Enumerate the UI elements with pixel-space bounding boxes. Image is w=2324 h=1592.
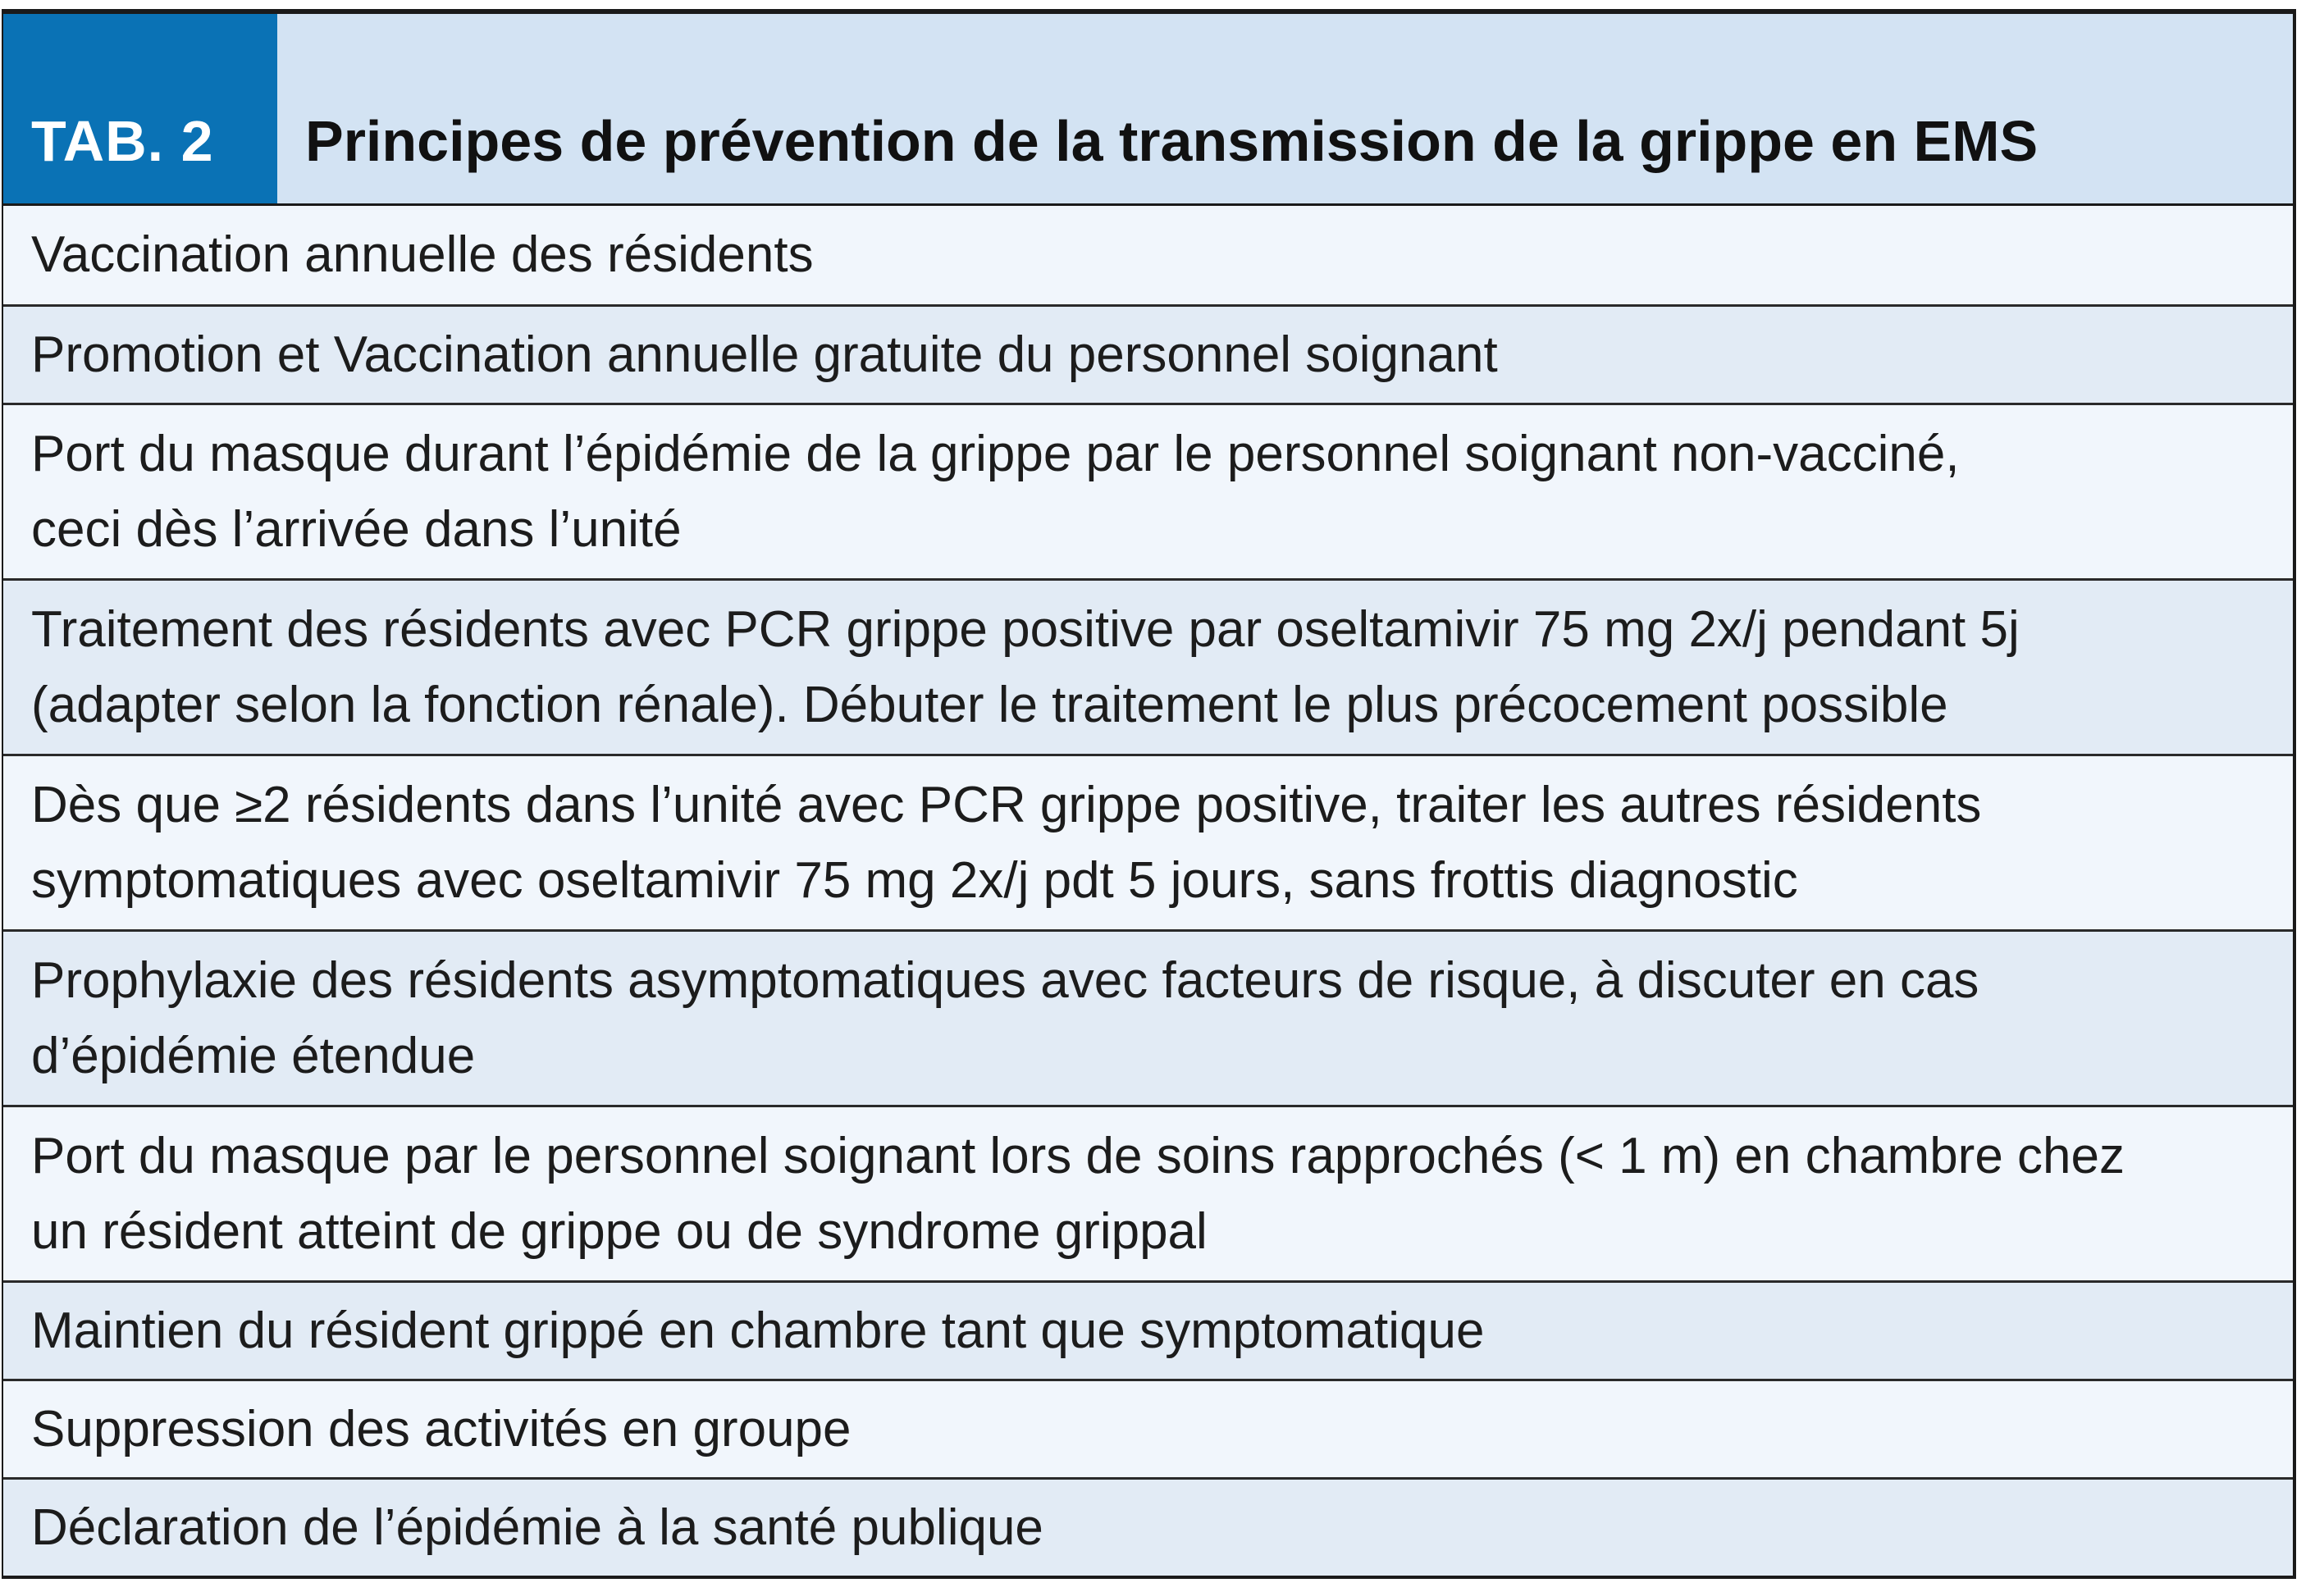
row-text: Traitement des résidents avec PCR grippe positive par oseltamivir 75 mg 2x/j pendant 5j (adapter selon la fonction rénale). Débuter le traitement le plus précocement possible [31, 600, 2020, 733]
table-title: Principes de prévention de la transmission de la grippe en EMS [277, 14, 2293, 203]
table-row [3, 754, 2293, 929]
prevention-table [2, 9, 2296, 1579]
table-row [3, 1280, 2293, 1379]
row-text: Dès que ≥2 résidents dans l’unité avec PCR grippe positive, traiter les autres résidents symptomatiques avec oseltamivir 75 mg 2x/j pdt 5 jours, sans frottis diagnostic [31, 776, 1982, 909]
table-row [3, 304, 2293, 403]
row-text: Déclaration de l’épidémie à la santé publique [31, 1498, 1043, 1556]
row-text: Prophylaxie des résidents asymptomatiques avec facteurs de risque, à discuter en cas d’épidémie étendue [31, 951, 1979, 1084]
table-row [3, 206, 2293, 304]
table-header [3, 9, 2293, 206]
table-row [3, 1105, 2293, 1280]
table-row [3, 1477, 2293, 1576]
table-number-label: TAB. 2 [3, 14, 277, 203]
table-row [3, 929, 2293, 1105]
table-row [3, 1379, 2293, 1477]
row-text: Suppression des activités en groupe [31, 1400, 852, 1457]
table-row [3, 578, 2293, 754]
table-body [3, 206, 2293, 1576]
row-text: Promotion et Vaccination annuelle gratuite du personnel soignant [31, 326, 1498, 383]
row-text: Port du masque par le personnel soignant lors de soins rapprochés (< 1 m) en chambre chez un résident atteint de grippe ou de syndrome grippal [31, 1127, 2125, 1260]
row-text: Port du masque durant l’épidémie de la grippe par le personnel soignant non-vacciné, ceci dès l’arrivée dans l’unité [31, 425, 1960, 558]
row-text: Vaccination annuelle des résidents [31, 226, 814, 283]
table-row [3, 403, 2293, 578]
row-text: Maintien du résident grippé en chambre tant que symptomatique [31, 1302, 1485, 1359]
